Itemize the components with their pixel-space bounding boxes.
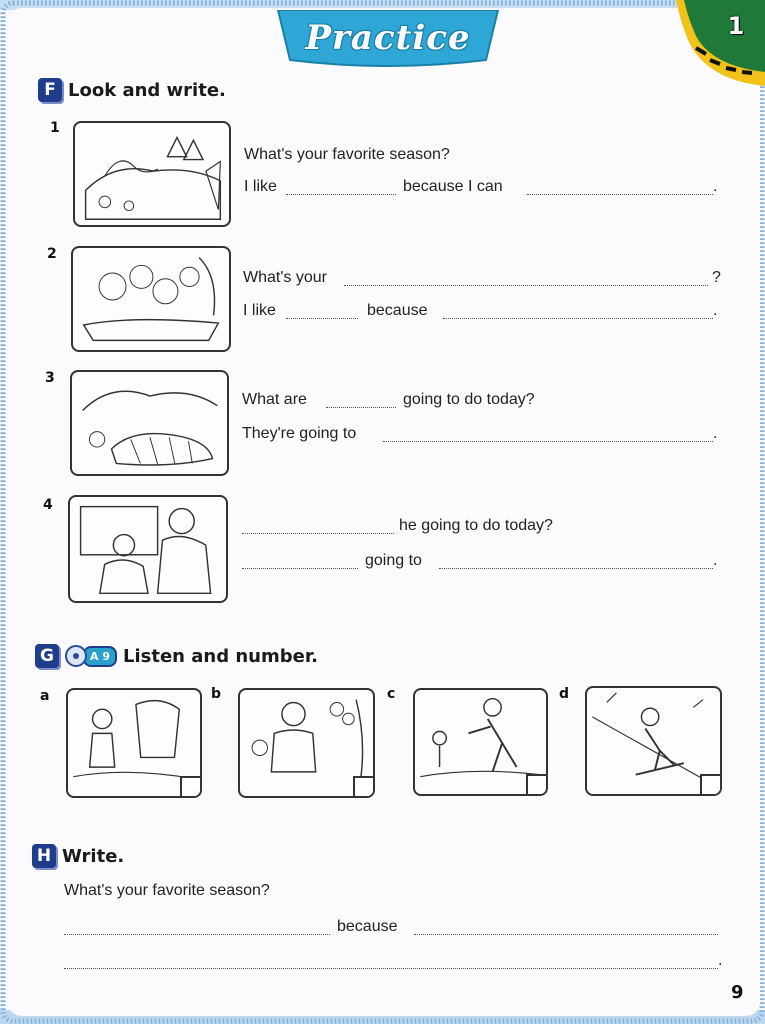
- item-4-blank-3[interactable]: [439, 567, 713, 569]
- audio-track-label: A 9: [83, 646, 117, 667]
- picture-a-letter: a: [40, 688, 50, 704]
- item-1-blank-1[interactable]: [286, 193, 396, 195]
- section-g-title: Listen and number.: [123, 645, 318, 667]
- page-number: 9: [731, 982, 744, 1003]
- cd-icon: [65, 645, 87, 667]
- item-4-period: .: [713, 552, 718, 569]
- section-g-header: [35, 644, 318, 668]
- item-4-number: 4: [43, 497, 53, 513]
- section-g-badge: G: [35, 644, 59, 668]
- item-3-picture: [70, 370, 229, 476]
- section-f-badge: F: [38, 78, 62, 102]
- item-3-question-end: going to do today?: [403, 391, 535, 408]
- picture-c-letter: c: [387, 686, 396, 702]
- unit-number: 1: [727, 12, 745, 40]
- picture-c: [413, 688, 548, 796]
- audio-track-badge[interactable]: [65, 645, 117, 667]
- family-indoor-illustration: [70, 497, 226, 601]
- item-3-period: .: [713, 425, 718, 442]
- item-2-blank-2[interactable]: [286, 317, 358, 319]
- section-h-blank-1[interactable]: [64, 933, 330, 935]
- section-h-blank-2[interactable]: [414, 933, 718, 935]
- item-4-answer-going: going to: [365, 552, 422, 569]
- section-f-title: Look and write.: [68, 79, 226, 101]
- item-2-answer-start: I like: [243, 302, 276, 319]
- item-2-period: .: [713, 302, 718, 319]
- item-2-blank-1[interactable]: [344, 284, 708, 286]
- item-2-answer-because: because: [367, 302, 428, 319]
- winter-scene-illustration: [75, 123, 229, 225]
- item-4-blank-1[interactable]: [242, 532, 394, 534]
- snow-scene-illustration: [72, 372, 227, 474]
- item-1-answer-because: because I can: [403, 178, 503, 195]
- picture-b: [238, 688, 375, 798]
- item-1-question: What's your favorite season?: [244, 146, 450, 163]
- item-4-picture: [68, 495, 228, 603]
- picture-a-number-box[interactable]: [180, 776, 202, 798]
- item-1-blank-2[interactable]: [527, 193, 713, 195]
- practice-banner: [268, 10, 508, 68]
- picture-b-number-box[interactable]: [353, 776, 375, 798]
- item-1-answer-start: I like: [244, 178, 277, 195]
- item-2-question-mark: ?: [712, 269, 721, 286]
- picture-d: [585, 686, 722, 796]
- picture-d-letter: d: [559, 686, 570, 702]
- autumn-leaves-illustration: [73, 248, 229, 350]
- section-h-question: What's your favorite season?: [64, 882, 270, 899]
- item-2-blank-3[interactable]: [443, 317, 713, 319]
- section-h-blank-3[interactable]: [64, 967, 718, 969]
- item-3-question-start: What are: [242, 391, 307, 408]
- item-3-blank-1[interactable]: [326, 406, 396, 408]
- banner-title: Practice: [305, 18, 471, 58]
- section-h-title: Write.: [62, 845, 125, 867]
- item-4-question-end: he going to do today?: [399, 517, 553, 534]
- item-2-picture: [71, 246, 231, 352]
- item-3-answer-start: They're going to: [242, 425, 357, 442]
- section-h-badge: H: [32, 844, 56, 868]
- item-2-number: 2: [47, 246, 57, 262]
- picture-d-number-box[interactable]: [700, 774, 722, 796]
- picture-a: [66, 688, 202, 798]
- section-f-header: [38, 78, 226, 102]
- section-h-period: .: [718, 952, 723, 969]
- item-1-picture: [73, 121, 231, 227]
- item-1-period: .: [713, 178, 718, 195]
- section-h-header: [32, 844, 124, 868]
- item-1-number: 1: [50, 120, 60, 136]
- item-3-blank-2[interactable]: [383, 440, 713, 442]
- picture-b-letter: b: [211, 686, 222, 702]
- item-4-blank-2[interactable]: [242, 567, 358, 569]
- item-3-number: 3: [45, 370, 55, 386]
- item-2-question-start: What's your: [243, 269, 327, 286]
- picture-c-number-box[interactable]: [526, 774, 548, 796]
- section-h-because: because: [337, 918, 398, 935]
